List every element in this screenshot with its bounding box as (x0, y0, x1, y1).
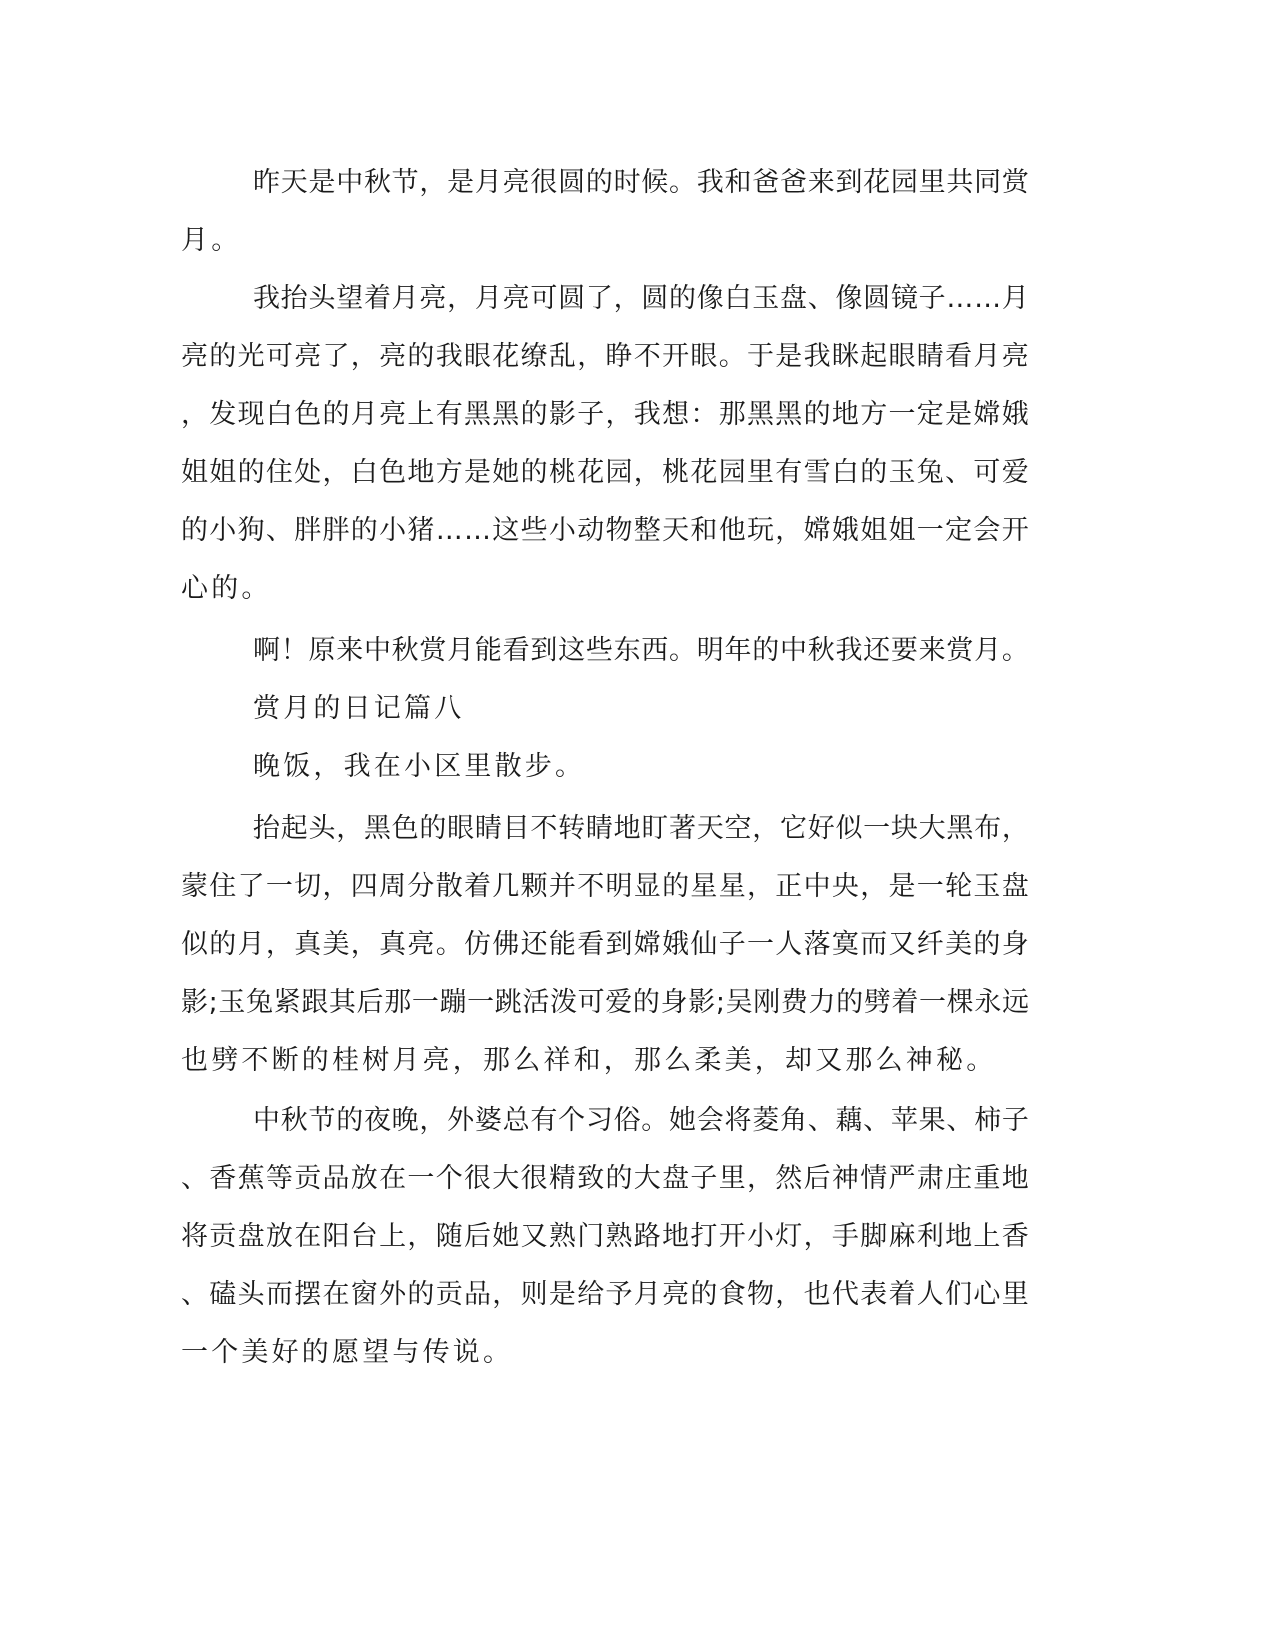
text-line: 心的。 (181, 573, 272, 604)
text-line: 昨天是中秋节，是月亮很圆的时候。我和爸爸来到花园里共同赏 (253, 167, 1030, 198)
text-line: 的小狗、胖胖的小猪……这些小动物整天和他玩，嫦娥姐姐一定会开 (181, 515, 1030, 546)
section-heading: 赏月的日记篇八 (253, 693, 465, 724)
text-line: 姐姐的住处，白色地方是她的桃花园，桃花园里有雪白的玉兔、可爱 (181, 457, 1030, 488)
text-line: 亮的光可亮了，亮的我眼花缭乱，睁不开眼。于是我眯起眼睛看月亮 (181, 341, 1030, 372)
text-line: 、磕头而摆在窗外的贡品，则是给予月亮的食物，也代表着人们心里 (181, 1279, 1030, 1310)
text-line: 蒙住了一切，四周分散着几颗并不明显的星星，正中央，是一轮玉盘 (181, 871, 1030, 902)
text-line: 啊！原来中秋赏月能看到这些东西。明年的中秋我还要来赏月。 (253, 635, 1030, 666)
text-line: 、香蕉等贡品放在一个很大很精致的大盘子里，然后神情严肃庄重地 (181, 1163, 1030, 1194)
text-line: ，发现白色的月亮上有黑黑的影子，我想：那黑黑的地方一定是嫦娥 (181, 399, 1030, 430)
text-line: 似的月，真美，真亮。仿佛还能看到嫦娥仙子一人落寞而又纤美的身 (181, 929, 1030, 960)
text-line: 一个美好的愿望与传说。 (181, 1337, 514, 1368)
text-line: 影;玉兔紧跟其后那一蹦一跳活泼可爱的身影;吴刚费力的劈着一棵永远 (181, 987, 1030, 1018)
text-line: 中秋节的夜晚，外婆总有个习俗。她会将菱角、藕、苹果、柿子 (253, 1105, 1030, 1136)
text-line: 将贡盘放在阳台上，随后她又熟门熟路地打开小灯，手脚麻利地上香 (181, 1221, 1030, 1252)
text-line: 我抬头望着月亮，月亮可圆了，圆的像白玉盘、像圆镜子……月 (253, 283, 1030, 314)
text-line: 月。 (181, 225, 242, 256)
text-line: 也劈不断的桂树月亮，那么祥和，那么柔美，却又那么神秘。 (181, 1045, 997, 1076)
text-line: 晚饭，我在小区里散步。 (253, 751, 586, 782)
text-line: 抬起头，黑色的眼睛目不转睛地盯著天空，它好似一块大黑布， (253, 813, 1030, 844)
